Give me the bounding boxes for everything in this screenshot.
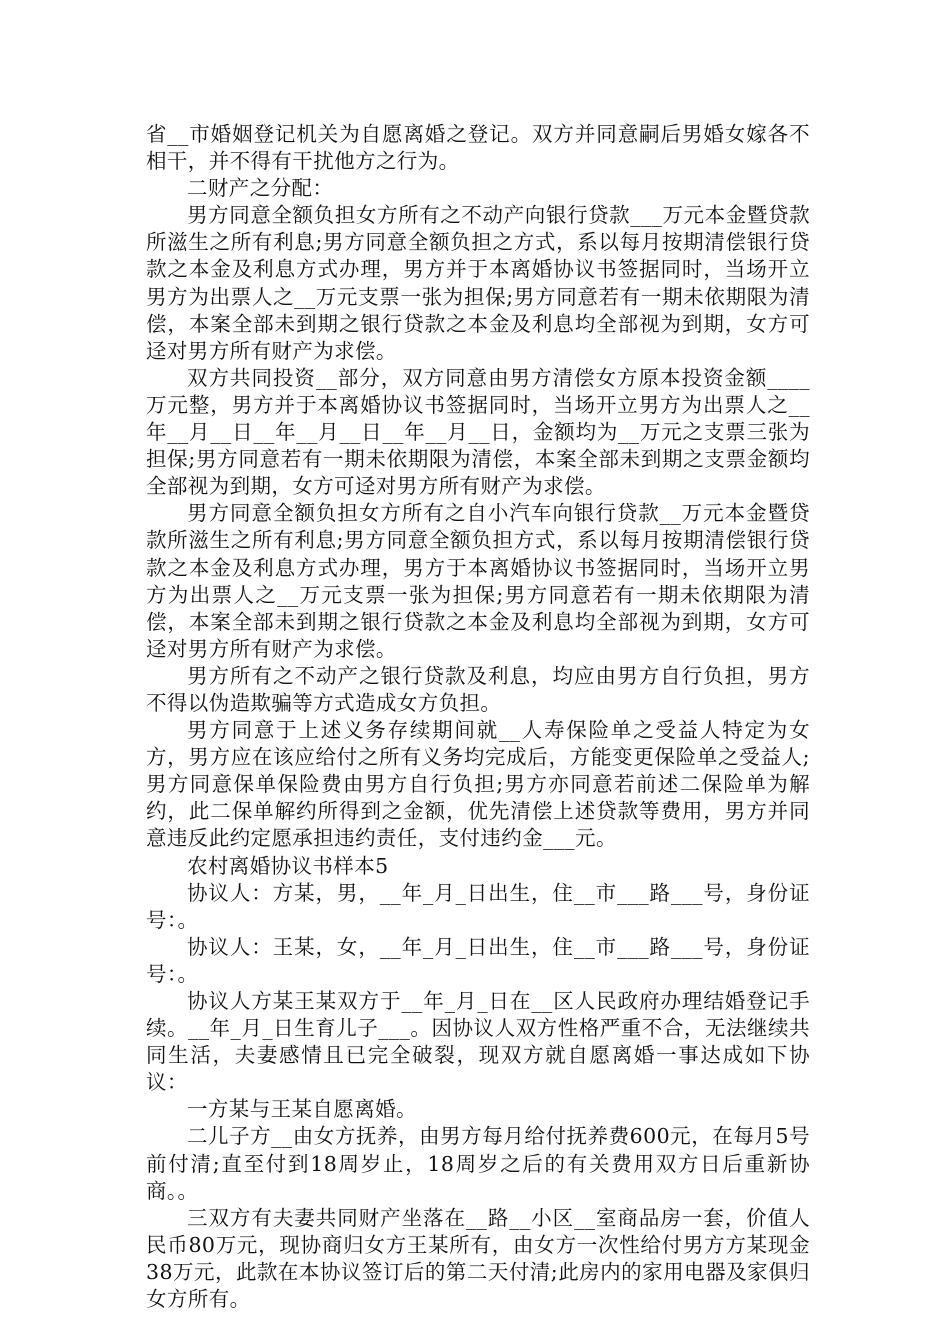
paragraph-party-male: 协议人：方某，男，__年_月_日出生，住__市___路___号，身份证号：。	[146, 880, 810, 932]
paragraph-male-property-loan: 男方所有之不动产之银行贷款及利息，均应由男方自行负担，男方不得以伪造欺骗等方式造成女方负担。	[146, 663, 810, 715]
clause-child-custody: 二儿子方__由女方抚养，由男方每月给付抚养费600元，在每月5号前付清;直至付到18周岁止，18周岁之后的有关费用双方日后重新协商。。	[146, 1124, 810, 1203]
heading-property-division: 二财产之分配：	[187, 176, 334, 201]
section-title-sample-5: 农村离婚协议书样本5	[187, 853, 389, 878]
clause-joint-property: 三双方有夫妻共同财产坐落在__路__小区__室商品房一套，价值人民币80万元，现协商归女方王某所有，由女方一次性给付男方方某现金38万元，此款在本协议签订后的第二天付清;此房内的家用电器及家俱归女方所有。	[146, 1205, 810, 1312]
paragraph-car-loan: 男方同意全额负担女方所有之自小汽车向银行贷款__万元本金暨贷款所滋生之所有利息;男方同意全额负担方式，系以每月按期清偿银行贷款之本金及利息方式办理，男方于本离婚协议书签据同时，当场开立男方为出票人之__万元支票一张为担保;男方同意若有一期未依期限为清偿，本案全部未到期之银行贷款之本金及利息均全部视为到期，女方可迳对男方所有财产为求偿。	[146, 501, 810, 661]
clause-divorce: 一方某与王某自愿离婚。	[187, 1097, 417, 1122]
paragraph-insurance-policy: 男方同意于上述义务存续期间就__人寿保险单之受益人特定为女方，男方应在该应给付之所有义务均完成后，方能变更保险单之受益人;男方同意保单保险费由男方自行负担;男方亦同意若前述二保险单为解约，此二保单解约所得到之金额，优先清偿上述贷款等费用，男方并同意违反此约定愿承担违约责任，支付违约金___元。	[146, 718, 810, 851]
paragraph-marriage-registration: 省__市婚姻登记机关为自愿离婚之登记。双方并同意嗣后男婚女嫁各不相干，并不得有干扰他方之行为。	[146, 122, 810, 174]
paragraph-marriage-background: 协议人方某王某双方于__年_月_日在__区人民政府办理结婚登记手续。__年_月_日生育儿子___。因协议人双方性格严重不合，无法继续共同生活，夫妻感情且已完全破裂，现双方就自愿离婚一事达成如下协议：	[146, 989, 810, 1095]
document-page	[146, 121, 810, 1313]
paragraph-real-estate-loan: 男方同意全额负担女方所有之不动产向银行贷款___万元本金暨贷款所滋生之所有利息;男方同意全额负担之方式，系以每月按期清偿银行贷款之本金及利息方式办理，男方并于本离婚协议书签据同时，当场开立男方为出票人之__万元支票一张为担保;男方同意若有一期未依期限为清偿，本案全部未到期之银行贷款之本金及利息均全部视为到期，女方可迳对男方所有财产为求偿。	[146, 203, 810, 363]
paragraph-joint-investment: 双方共同投资__部分，双方同意由男方清偿女方原本投资金额____万元整，男方并于本离婚协议书签据同时，当场开立男方为出票人之__年__月__日__年__月__日__年__月__日，金额均为__万元之支票三张为担保;男方同意若有一期未依期限为清偿，本案全部未到期之支票金额均全部视为到期，女方可迳对男方所有财产为求偿。	[146, 365, 810, 499]
paragraph-party-female: 协议人：王某，女，__年_月_日出生，住__市___路___号，身份证号：。	[146, 934, 810, 986]
